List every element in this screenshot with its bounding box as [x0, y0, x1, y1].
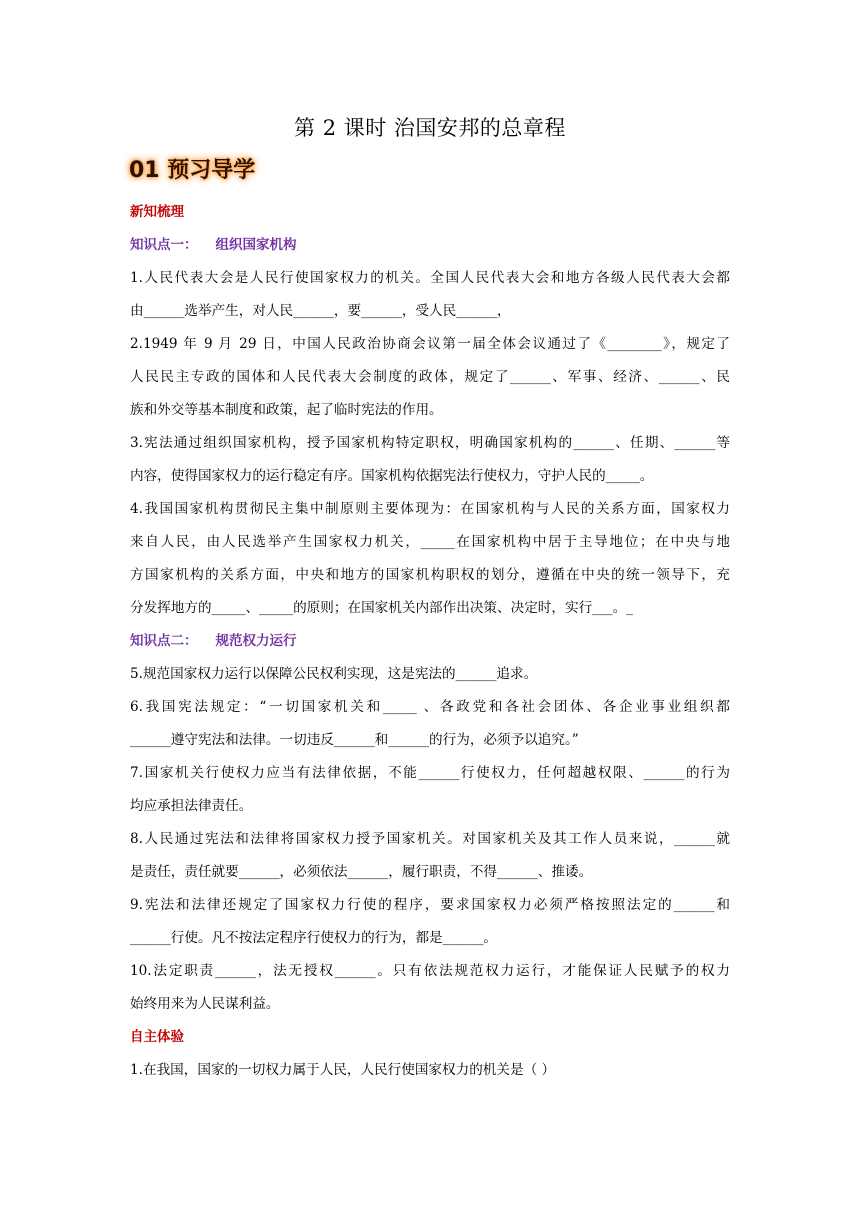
item-line: 始终用来为人民谋利益。 — [130, 996, 280, 1012]
item-line: 分发挥地方的_____、_____的原则；在国家机关内部作出决策、决定时，实行___。_ — [130, 600, 633, 616]
item-line: 由______选举产生，对人民______，要______，受人民______， — [130, 303, 511, 319]
item-10 — [130, 955, 730, 1021]
document-content — [130, 196, 730, 1087]
section-banner: 01 预习导学 — [129, 158, 256, 183]
item-2 — [130, 328, 730, 427]
item-line: 人民民主专政的国体和人民代表大会制度的政体，规定了______、军事、经济、______、民 — [130, 369, 730, 385]
item-line: 7.国家机关行使权力应当有法律依据，不能______行使权力，任何超越权限、______的行为 — [130, 765, 730, 781]
item-8 — [130, 823, 730, 889]
section-heading-self-practice: 自主体验 — [130, 1029, 184, 1045]
knowledge-point-2-heading — [130, 625, 730, 658]
item-line: ______行使。凡不按法定程序行使权力的行为，都是______。 — [130, 930, 498, 946]
item-line: ______遵守宪法和法律。一切违反______和______的行为，必须予以追究。” — [130, 732, 579, 748]
item-5 — [130, 658, 730, 691]
item-line: 4.我国国家机构贯彻民主集中制原则主要体现为：在国家机构与人民的关系方面，国家权力 — [130, 501, 730, 517]
item-line: 9.宪法和法律还规定了国家权力行使的程序，要求国家权力必须严格按照法定的______和 — [130, 897, 730, 913]
item-line: 均应承担法律责任。 — [130, 798, 253, 814]
item-1 — [130, 262, 730, 328]
lesson-title: 第 2 课时 治国安邦的总章程 — [294, 116, 566, 140]
knowledge-point-label: 知识点二： — [130, 633, 198, 649]
item-9 — [130, 889, 730, 955]
item-line: 族和外交等基本制度和政策，起了临时宪法的作用。 — [130, 402, 443, 418]
knowledge-point-name: 规范权力运行 — [215, 633, 297, 649]
item-line: 方国家机构的关系方面，中央和地方的国家机构职权的划分，遵循在中央的统一领导下，充 — [130, 567, 730, 583]
item-line: 2.1949 年 9 月 29 日，中国人民政治协商会议第一届全体会议通过了《________》，规定了 — [130, 336, 730, 352]
item-line: 1.人民代表大会是人民行使国家权力的机关。全国人民代表大会和地方各级人民代表大会都 — [130, 270, 730, 286]
item-line: 3.宪法通过组织国家机构，授予国家机构特定职权，明确国家机构的______、任期、______等 — [130, 435, 730, 451]
exercise-1: 1.在我国，国家的一切权力属于人民，人民行使国家权力的机关是（ ） — [130, 1062, 556, 1078]
knowledge-point-1-heading — [130, 229, 730, 262]
knowledge-point-name: 组织国家机构 — [215, 237, 297, 253]
knowledge-point-label: 知识点一： — [130, 237, 198, 253]
item-line: 内容，使得国家权力的运行稳定有序。国家机构依据宪法行使权力，守护人民的_____。 — [130, 468, 654, 484]
section-heading-new-knowledge: 新知梳理 — [130, 204, 184, 220]
item-line: 10.法定职责______，法无授权______。只有依法规范权力运行，才能保证人民赋予的权力 — [130, 963, 730, 979]
item-line: 8.人民通过宪法和法律将国家权力授予国家机关。对国家机关及其工作人员来说，______就 — [130, 831, 730, 847]
item-line: 6.我国宪法规定：“一切国家机关和_____ 、各政党和各社会团体、各企业事业组织都 — [130, 699, 730, 715]
item-line: 是责任，责任就要______，必须依法______，履行职责，不得______、推诿。 — [130, 864, 593, 880]
item-7 — [130, 757, 730, 823]
item-line: 5.规范国家权力运行以保障公民权利实现，这是宪法的______追求。 — [130, 666, 538, 682]
item-3 — [130, 427, 730, 493]
item-line: 来自人民，由人民选举产生国家权力机关，_____在国家机构中居于主导地位；在中央与地 — [130, 534, 730, 550]
item-6 — [130, 691, 730, 757]
item-4 — [130, 493, 730, 625]
